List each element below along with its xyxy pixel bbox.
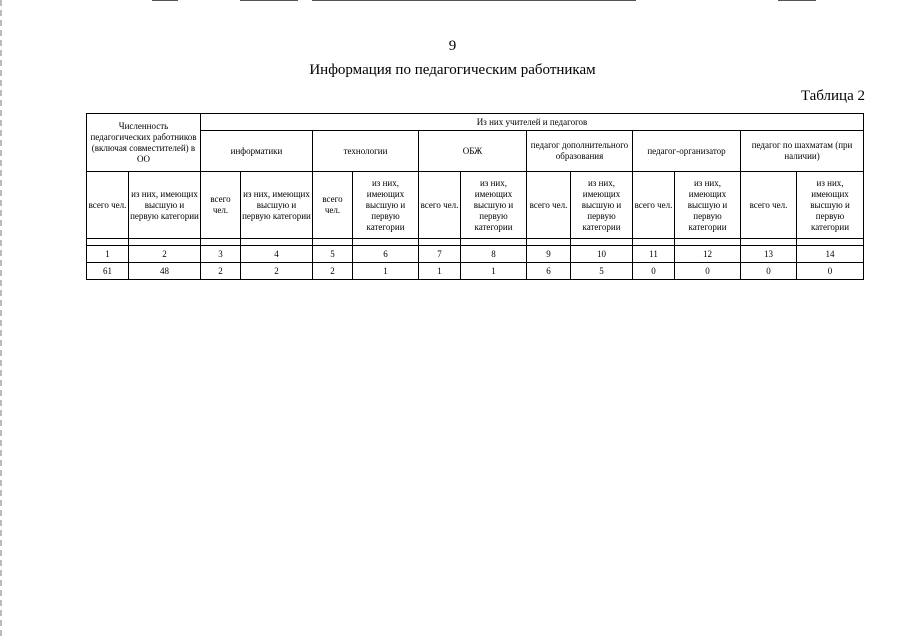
gap-cell: [353, 239, 419, 246]
gap-cell: [313, 239, 353, 246]
sub-header-qualified: из них, имеющих высшую и первую категории: [675, 172, 741, 239]
gap-cell: [741, 239, 797, 246]
column-number-row: [87, 246, 864, 263]
column-number: 14: [797, 246, 864, 263]
value-cell: 6: [527, 263, 571, 280]
gap-cell: [201, 239, 241, 246]
gap-cell: [419, 239, 461, 246]
value-cell: 1: [461, 263, 527, 280]
group-header: информатики: [201, 131, 313, 172]
table-label: Таблица 2: [800, 88, 865, 104]
value-cell: 0: [675, 263, 741, 280]
sub-header-total: всего чел.: [527, 172, 571, 239]
value-cell: 61: [87, 263, 129, 280]
column-number: 3: [201, 246, 241, 263]
value-cell: 0: [741, 263, 797, 280]
group-header: педагог дополнительного образования: [527, 131, 633, 172]
value-cell: 2: [201, 263, 241, 280]
group-header: педагог-организатор: [633, 131, 741, 172]
sub-header-total: всего чел.: [419, 172, 461, 239]
column-number: 7: [419, 246, 461, 263]
sub-header-total: всего чел.: [313, 172, 353, 239]
value-cell: 0: [633, 263, 675, 280]
headcount-header: Численность педагогических работников (включая совместителей) в ОО: [87, 114, 201, 172]
column-number: 10: [571, 246, 633, 263]
gap-cell: [87, 239, 129, 246]
value-cell: 2: [313, 263, 353, 280]
top-rule: [778, 0, 816, 1]
value-row: [87, 263, 864, 280]
value-cell: 1: [419, 263, 461, 280]
value-cell: 48: [129, 263, 201, 280]
page-edge: [0, 0, 2, 640]
value-cell: 1: [353, 263, 419, 280]
gap-cell: [633, 239, 675, 246]
column-number: 12: [675, 246, 741, 263]
sub-header-total: всего чел.: [633, 172, 675, 239]
gap-cell: [527, 239, 571, 246]
column-number: 2: [129, 246, 201, 263]
value-cell: 0: [797, 263, 864, 280]
value-cell: 5: [571, 263, 633, 280]
column-number: 13: [741, 246, 797, 263]
group-header: технологии: [313, 131, 419, 172]
column-number: 9: [527, 246, 571, 263]
top-rule: [240, 0, 298, 1]
gap-cell: [571, 239, 633, 246]
column-number: 8: [461, 246, 527, 263]
sub-header-qualified: из них, имеющих высшую и первую категории: [571, 172, 633, 239]
sub-header-qualified: из них, имеющих высшую и первую категории: [241, 172, 313, 239]
column-number: 5: [313, 246, 353, 263]
gap-cell: [129, 239, 201, 246]
value-cell: 2: [241, 263, 313, 280]
sub-header-qualified: из них, имеющих высшую и первую категории: [797, 172, 864, 239]
top-rule: [152, 0, 178, 1]
document-title: Информация по педагогическим работникам: [309, 62, 596, 78]
column-number: 11: [633, 246, 675, 263]
sub-header-qualified: из них, имеющих высшую и первую категории: [353, 172, 419, 239]
column-number: 1: [87, 246, 129, 263]
gap-cell: [461, 239, 527, 246]
column-number: 6: [353, 246, 419, 263]
teachers-header: Из них учителей и педагогов: [201, 114, 864, 131]
sub-header-total: всего чел.: [201, 172, 241, 239]
staff-table: [86, 113, 864, 280]
group-header: педагог по шахматам (при наличии): [741, 131, 864, 172]
top-rule: [312, 0, 636, 1]
column-number: 4: [241, 246, 313, 263]
group-header: ОБЖ: [419, 131, 527, 172]
page-number: 9: [448, 38, 457, 54]
gap-cell: [241, 239, 313, 246]
sub-header-qualified: из них, имеющих высшую и первую категории: [129, 172, 201, 239]
sub-header-qualified: из них, имеющих высшую и первую категории: [461, 172, 527, 239]
sub-header-total: всего чел.: [87, 172, 129, 239]
gap-cell: [797, 239, 864, 246]
sub-header-total: всего чел.: [741, 172, 797, 239]
gap-cell: [675, 239, 741, 246]
